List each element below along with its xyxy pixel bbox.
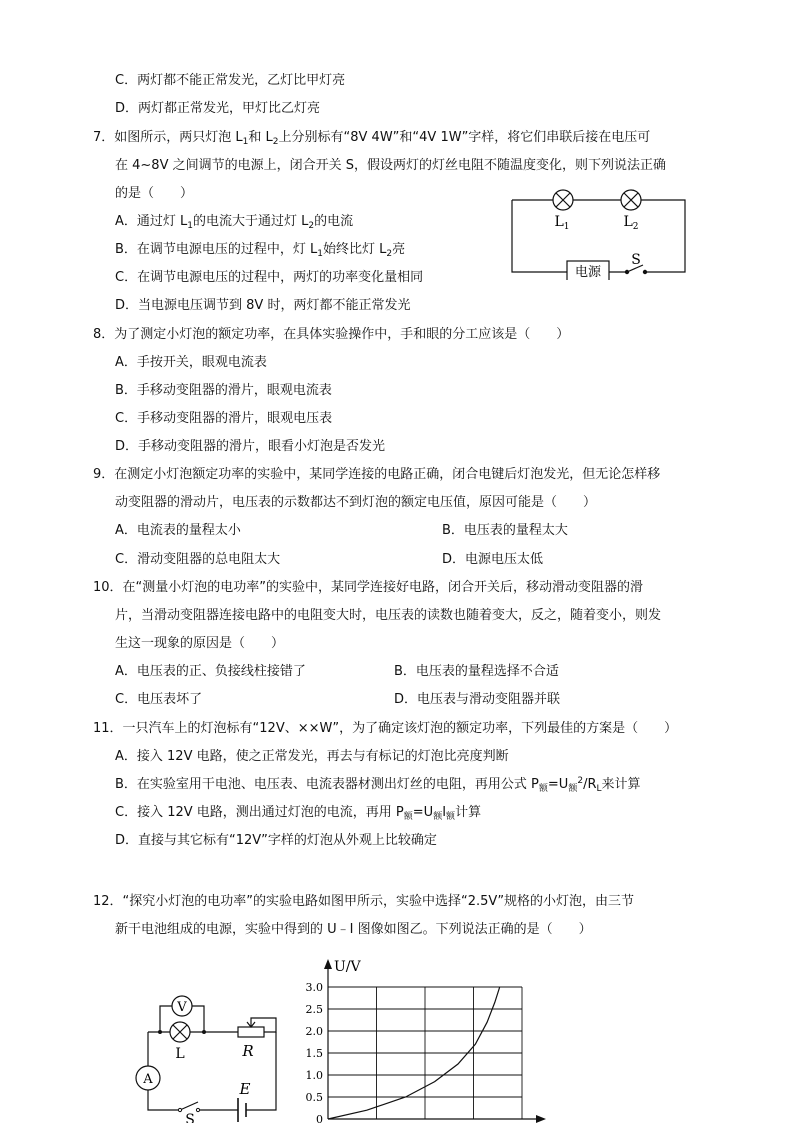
voltmeter-label: V [177,1000,187,1015]
q7-option-b: B．在调节电源电压的过程中，灯 $L_1$始终比灯 $L_2$亮 [115,242,406,259]
q9-stem-line2: 动变阻器的滑动片，电压表的示数都达不到灯泡的额定电压值，原因可能是（ ） [115,495,597,510]
rheostat-label: R [242,1042,254,1060]
q7-power-label: 电源 [574,265,602,280]
q7-switch-label: S [631,252,641,268]
q10-option-b: B．电压表的量程选择不合适 [394,664,559,679]
q11-option-a: A．接入 12V 电路，使之正常发光，再去与有标记的灯泡比亮度判断 [115,749,509,764]
q7-circuit-diagram [505,185,695,280]
prev-option-d: D．两灯都正常发光，甲灯比乙灯亮 [115,101,321,116]
q10-stem-line2: 片，当滑动变阻器连接电路中的电阻变大时，电压表的读数也随着变大，反之，随着变小，则发 [115,608,662,623]
q7-option-a: A．通过灯 $L_1$的电流大于通过灯 $L_2$的电流 [115,214,354,231]
q9-stem-line1: 9．在测定小灯泡额定功率的实验中，某同学连接的电路正确，闭合电键后灯泡发光，但无论怎样移 [93,467,661,482]
q11-option-c: C．接入 12V 电路，测出通过灯泡的电流，再用 $P_额=U_额I_额$计算 [115,805,482,822]
switch-label: S [185,1112,195,1123]
q8-option-c: C．手移动变阻器的滑片，眼观电压表 [115,411,333,426]
q9-option-a: A．电流表的量程太小 [115,523,241,538]
q7-stem-line2: 在 4~8V 之间调节的电源上，闭合开关 S，假设两灯的灯丝电阻不随温度变化，则下列说法正确 [115,158,666,173]
q7-option-d: D．当电源电压调节到 8V 时，两灯都不能正常发光 [115,298,411,313]
q7-lamp2-label: $L_2$ [623,214,639,232]
q7-stem-line3: 的是（ ） [115,186,194,201]
y-tick-label: 1.5 [305,1047,323,1060]
q12-stem-line2: 新干电池组成的电源，实验中得到的 U﹣I 图像如图乙。下列说法正确的是（ ） [115,922,592,937]
q11-stem: 11．一只汽车上的灯泡标有“12V、××W”，为了确定该灯泡的额定功率，下列最佳的方案是（ ） [93,721,678,736]
y-axis-arrow [324,959,332,969]
q12-stem-line1: 12．“探究小灯泡的电功率”的实验电路如图甲所示，实验中选择“2.5V”规格的小灯泡，由三节 [93,894,635,909]
q8-option-a: A．手按开关，眼观电流表 [115,355,267,370]
q7-option-c: C．在调节电源电压的过程中，两灯的功率变化量相同 [115,270,424,285]
q9-option-c: C．滑动变阻器的总电阻太大 [115,552,281,567]
q8-option-d: D．手移动变阻器的滑片，眼看小灯泡是否发光 [115,439,386,454]
y-tick-label: 1.0 [305,1069,323,1082]
q8-stem: 8．为了测定小灯泡的额定功率，在具体实验操作中，手和眼的分工应该是（ ） [93,327,570,342]
q11-option-d: D．直接与其它标有“12V”字样的灯泡从外观上比较确定 [115,833,437,848]
q10-option-a: A．电压表的正、负接线柱接错了 [115,664,306,679]
q11-option-b: B．在实验室用干电池、电压表、电流表器材测出灯丝的电阻，再用公式 $P_额=U_额^2/R_L$来计算 [115,776,641,794]
battery-label: E [239,1080,251,1098]
q12-ui-chart [296,955,556,1123]
q10-stem-line1: 10．在“测量小灯泡的电功率”的实验中，某同学连接好电路，闭合开关后，移动滑动变阻器的滑 [93,580,644,595]
q12-circuit-diagram [128,990,288,1123]
q8-option-b: B．手移动变阻器的滑片，眼观电流表 [115,383,332,398]
q10-option-c: C．电压表坏了 [115,692,203,707]
q9-option-d: D．电源电压太低 [442,552,544,567]
q10-stem-line3: 生这一现象的原因是（ ） [115,636,285,651]
y-axis-label: U/V [334,959,361,975]
y-tick-label: 0.5 [305,1091,323,1104]
y-tick-label: 2.5 [305,1003,323,1016]
lamp-label: L [175,1046,185,1062]
q9-option-b: B．电压表的量程太大 [442,523,568,538]
y-tick-label: 3.0 [305,981,323,994]
y-tick-label: 2.0 [305,1025,323,1038]
y-tick-label: 0 [316,1113,323,1123]
ammeter-label: A [143,1072,153,1087]
prev-option-c: C．两灯都不能正常发光，乙灯比甲灯亮 [115,73,346,88]
q10-option-d: D．电压表与滑动变阻器并联 [394,692,561,707]
x-axis-arrow [536,1115,546,1123]
q7-stem-line1: 7．如图所示，两只灯泡 $L_1$和 $L_2$上分别标有“8V 4W”和“4V 1W”字样，将它们串联后接在电压可 [93,130,651,147]
q7-lamp1-label: $L_1$ [554,214,570,232]
